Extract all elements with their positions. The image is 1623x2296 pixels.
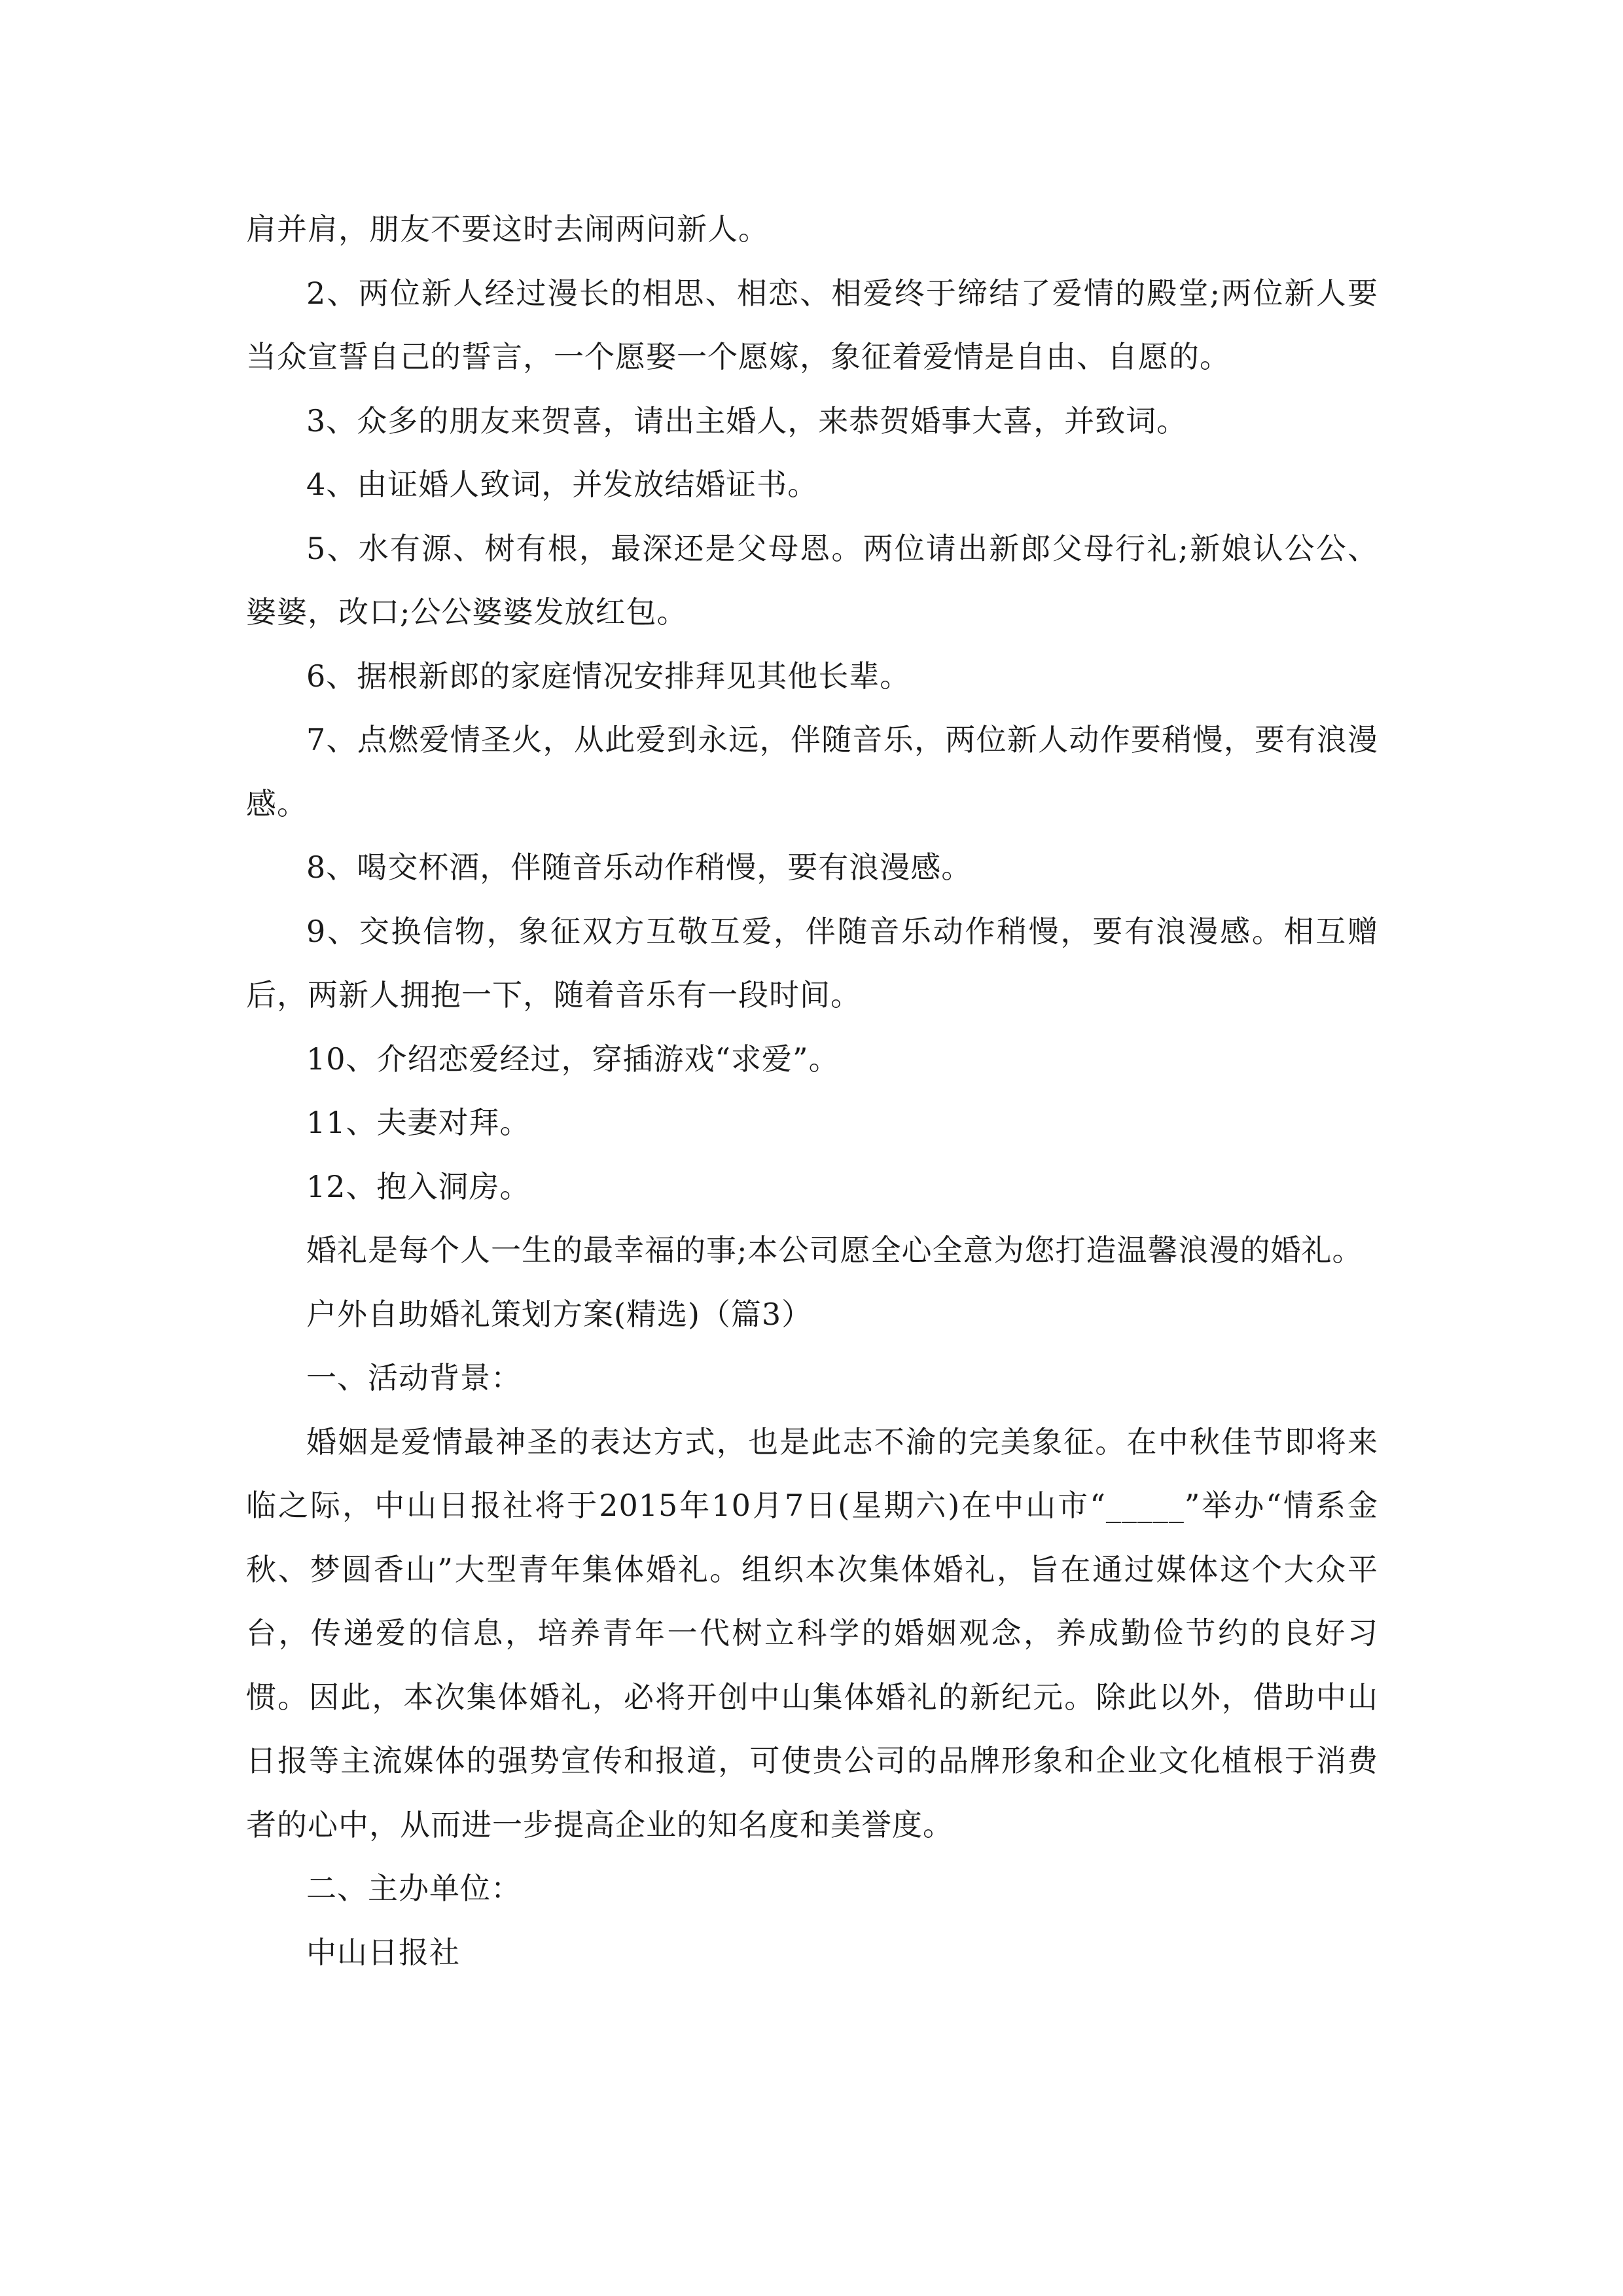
list-item-8: 8、喝交杯酒，伴随音乐动作稍慢，要有浪漫感。 [306,850,972,885]
section-heading-background: 一、活动背景： [306,1360,522,1395]
list-item-10: 10、介绍恋爱经过，穿插游戏“求爱”。 [306,1041,840,1077]
list-item-11: 11、夫妻对拜。 [306,1105,531,1140]
list-item-7: 7、点燃爱情圣火，从此爱到永远，伴随音乐，两位新人动作要稍慢，要有浪漫感。 [246,722,1378,821]
organizer-name: 中山日报社 [306,1934,460,1970]
background-paragraph: 婚姻是爱情最神圣的表达方式，也是此志不渝的完美象征。在中秋佳节即将来临之际，中山日报社将于2015年10月7日(星期六)在中山市“_____”举办“情系金秋、梦圆香山”大型青年集体婚礼。组织本次集体婚礼，旨在通过媒体这个大众平台，传递爱的信息，培养青年一代树立科学的婚姻观念，养成勤俭节约的良好习惯。因此，本次集体婚礼，必将开创中山集体婚礼的新纪元。除此以外，借助中山日报等主流媒体的强势宣传和报道，可使贵公司的品牌形象和企业文化植根于消费者的心中，从而进一步提高企业的知名度和美誉度。 [246,1424,1378,1842]
list-item-12: 12、抱入洞房。 [306,1168,531,1204]
list-item-4: 4、由证婚人致词，并发放结婚证书。 [306,467,819,502]
list-item-5: 5、水有源、树有根，最深还是父母恩。两位请出新郎父母行礼;新娘认公公、婆婆，改口;公公婆婆发放红包。 [246,530,1378,630]
section-heading-organizer: 二、主办单位： [306,1871,522,1906]
section-title: 户外自助婚礼策划方案(精选)（篇3） [306,1296,813,1332]
list-item-9: 9、交换信物，象征双方互敬互爱，伴随音乐动作稍慢，要有浪漫感。相互赠后，两新人拥抱一下，随着音乐有一段时间。 [246,913,1378,1013]
list-item-6: 6、据根新郎的家庭情况安排拜见其他长辈。 [306,658,911,694]
list-item-2: 2、两位新人经过漫长的相思、相恋、相爱终于缔结了爱情的殿堂;两位新人要当众宣誓自己的誓言，一个愿娶一个愿嫁，象征着爱情是自由、自愿的。 [246,275,1378,374]
closing-paragraph: 婚礼是每个人一生的最幸福的事;本公司愿全心全意为您打造温馨浪漫的婚礼。 [306,1232,1363,1268]
document-body [246,198,1378,1984]
paragraph-continuation: 肩并肩，朋友不要这时去闹两问新人。 [246,211,769,247]
list-item-3: 3、众多的朋友来贺喜，请出主婚人，来恭贺婚事大喜，并致词。 [306,403,1188,439]
